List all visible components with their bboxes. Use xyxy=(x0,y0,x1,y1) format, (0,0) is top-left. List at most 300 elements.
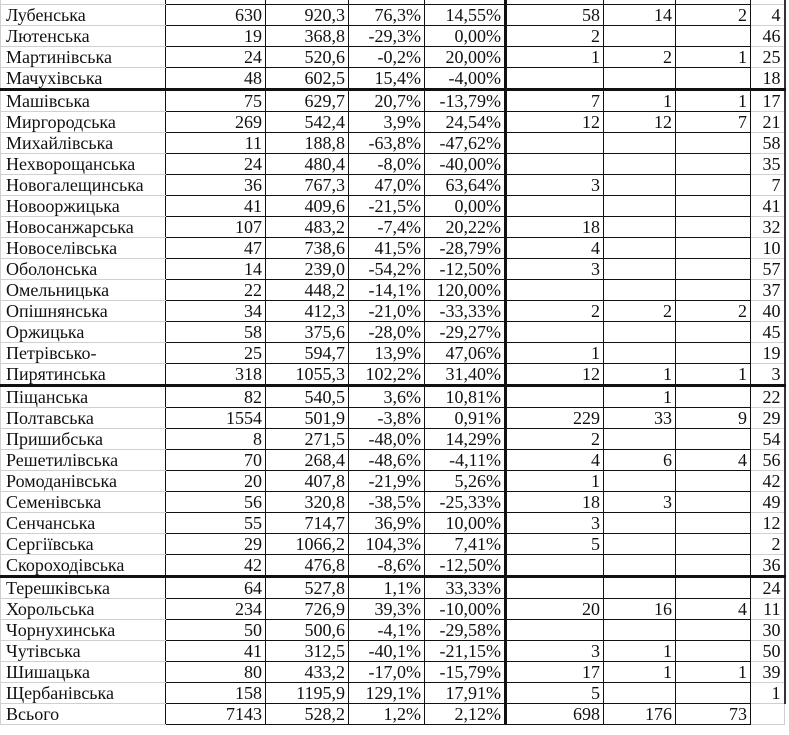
col-b-cell[interactable] xyxy=(604,429,676,450)
rate-cell[interactable]: 320,8 xyxy=(266,492,349,513)
col-a-cell[interactable] xyxy=(506,133,604,154)
deviation-cell[interactable]: 102,2% xyxy=(349,364,425,386)
rank-cell[interactable]: 40 xyxy=(751,301,785,322)
col-a-cell[interactable] xyxy=(506,322,604,343)
col-b-cell[interactable] xyxy=(604,259,676,280)
rank-cell[interactable]: 54 xyxy=(751,429,785,450)
deviation-cell[interactable]: -48,0% xyxy=(349,429,425,450)
col-a-cell[interactable]: 17 xyxy=(506,662,604,683)
deviation-cell[interactable]: -21,0% xyxy=(349,301,425,322)
rank-cell[interactable]: 36 xyxy=(751,555,785,577)
change-cell[interactable]: 63,64% xyxy=(425,175,506,196)
deviation-cell[interactable]: -14,1% xyxy=(349,280,425,301)
col-a-cell[interactable] xyxy=(506,154,604,175)
count-cell[interactable]: 234 xyxy=(166,599,266,620)
col-c-cell[interactable] xyxy=(676,577,751,599)
change-cell[interactable]: 24,54% xyxy=(425,112,506,133)
name-cell[interactable]: Ромоданівська xyxy=(1,471,166,492)
col-a-cell[interactable] xyxy=(506,577,604,599)
col-a-cell[interactable]: 2 xyxy=(506,301,604,322)
col-b-cell[interactable]: 1 xyxy=(604,386,676,408)
rank-cell[interactable]: 35 xyxy=(751,154,785,175)
count-cell[interactable]: 11 xyxy=(166,133,266,154)
rank-cell[interactable]: 41 xyxy=(751,196,785,217)
change-cell[interactable]: 2,12% xyxy=(425,704,506,725)
change-cell[interactable]: -12,50% xyxy=(425,259,506,280)
rank-cell[interactable]: 25 xyxy=(751,47,785,68)
deviation-cell[interactable]: 3,9% xyxy=(349,112,425,133)
col-b-cell[interactable] xyxy=(604,196,676,217)
col-c-cell[interactable] xyxy=(676,322,751,343)
col-c-cell[interactable] xyxy=(676,26,751,47)
count-cell[interactable]: 318 xyxy=(166,364,266,386)
col-a-cell[interactable]: 12 xyxy=(506,364,604,386)
change-cell[interactable]: 10,81% xyxy=(425,386,506,408)
col-b-cell[interactable]: 33 xyxy=(604,408,676,429)
count-cell[interactable]: 14 xyxy=(166,259,266,280)
deviation-cell[interactable]: -63,8% xyxy=(349,133,425,154)
name-cell[interactable]: Оболонська xyxy=(1,259,166,280)
rank-cell[interactable]: 10 xyxy=(751,238,785,259)
rate-cell[interactable]: 738,6 xyxy=(266,238,349,259)
count-cell[interactable]: 7143 xyxy=(166,704,266,725)
name-cell[interactable]: Новооржицька xyxy=(1,196,166,217)
name-cell[interactable]: Шишацька xyxy=(1,662,166,683)
deviation-cell[interactable]: 76,3% xyxy=(349,5,425,26)
count-cell[interactable]: 29 xyxy=(166,534,266,555)
rate-cell[interactable]: 520,6 xyxy=(266,47,349,68)
name-cell[interactable]: Петрівсько- xyxy=(1,343,166,364)
col-b-cell[interactable] xyxy=(604,555,676,577)
rank-cell[interactable]: 50 xyxy=(751,641,785,662)
col-a-cell[interactable] xyxy=(506,555,604,577)
rank-cell[interactable]: 19 xyxy=(751,343,785,364)
rate-cell[interactable]: 271,5 xyxy=(266,429,349,450)
deviation-cell[interactable]: 13,9% xyxy=(349,343,425,364)
rate-cell[interactable]: 528,2 xyxy=(266,704,349,725)
col-b-cell[interactable]: 12 xyxy=(604,112,676,133)
rank-cell[interactable]: 45 xyxy=(751,322,785,343)
change-cell[interactable]: 0,00% xyxy=(425,196,506,217)
rate-cell[interactable]: 594,7 xyxy=(266,343,349,364)
rate-cell[interactable]: 501,9 xyxy=(266,408,349,429)
rate-cell[interactable]: 476,8 xyxy=(266,555,349,577)
col-b-cell[interactable] xyxy=(604,534,676,555)
count-cell[interactable]: 75 xyxy=(166,90,266,112)
rank-cell[interactable]: 49 xyxy=(751,492,785,513)
deviation-cell[interactable]: -8,6% xyxy=(349,555,425,577)
change-cell[interactable]: 20,22% xyxy=(425,217,506,238)
count-cell[interactable]: 107 xyxy=(166,217,266,238)
change-cell[interactable]: 33,33% xyxy=(425,577,506,599)
rate-cell[interactable]: 1195,9 xyxy=(266,683,349,704)
deviation-cell[interactable]: -40,1% xyxy=(349,641,425,662)
col-a-cell[interactable]: 4 xyxy=(506,450,604,471)
rank-cell[interactable]: 7 xyxy=(751,175,785,196)
count-cell[interactable]: 41 xyxy=(166,196,266,217)
rate-cell[interactable]: 268,4 xyxy=(266,450,349,471)
col-b-cell[interactable] xyxy=(604,513,676,534)
change-cell[interactable]: -40,00% xyxy=(425,154,506,175)
rate-cell[interactable]: 767,3 xyxy=(266,175,349,196)
rate-cell[interactable]: 714,7 xyxy=(266,513,349,534)
change-cell[interactable]: -29,58% xyxy=(425,620,506,641)
name-cell[interactable]: Чутівська xyxy=(1,641,166,662)
rank-cell[interactable]: 24 xyxy=(751,577,785,599)
col-b-cell[interactable]: 6 xyxy=(604,450,676,471)
rank-cell[interactable]: 2 xyxy=(751,534,785,555)
rank-cell[interactable]: 56 xyxy=(751,450,785,471)
col-c-cell[interactable]: 73 xyxy=(676,704,751,725)
col-c-cell[interactable]: 1 xyxy=(676,662,751,683)
change-cell[interactable]: -4,00% xyxy=(425,68,506,90)
deviation-cell[interactable]: 104,3% xyxy=(349,534,425,555)
count-cell[interactable]: 70 xyxy=(166,450,266,471)
col-c-cell[interactable] xyxy=(676,513,751,534)
change-cell[interactable]: -4,11% xyxy=(425,450,506,471)
name-cell[interactable]: Терешківська xyxy=(1,577,166,599)
rate-cell[interactable]: 448,2 xyxy=(266,280,349,301)
col-a-cell[interactable]: 5 xyxy=(506,683,604,704)
rank-cell[interactable]: 39 xyxy=(751,662,785,683)
col-b-cell[interactable]: 1 xyxy=(604,90,676,112)
rate-cell[interactable]: 527,8 xyxy=(266,577,349,599)
col-b-cell[interactable]: 1 xyxy=(604,662,676,683)
deviation-cell[interactable]: -4,1% xyxy=(349,620,425,641)
count-cell[interactable]: 58 xyxy=(166,322,266,343)
name-cell[interactable]: Сергіївська xyxy=(1,534,166,555)
count-cell[interactable]: 22 xyxy=(166,280,266,301)
count-cell[interactable]: 8 xyxy=(166,429,266,450)
col-c-cell[interactable]: 1 xyxy=(676,47,751,68)
rank-cell[interactable]: 11 xyxy=(751,599,785,620)
deviation-cell[interactable]: 41,5% xyxy=(349,238,425,259)
name-cell[interactable]: Скороходівська xyxy=(1,555,166,577)
col-b-cell[interactable]: 14 xyxy=(604,5,676,26)
rank-cell[interactable]: 12 xyxy=(751,513,785,534)
deviation-cell[interactable]: 36,9% xyxy=(349,513,425,534)
col-c-cell[interactable] xyxy=(676,217,751,238)
col-a-cell[interactable]: 698 xyxy=(506,704,604,725)
col-c-cell[interactable] xyxy=(676,154,751,175)
col-c-cell[interactable] xyxy=(676,196,751,217)
col-b-cell[interactable]: 2 xyxy=(604,47,676,68)
rate-cell[interactable]: 920,3 xyxy=(266,5,349,26)
deviation-cell[interactable]: -28,0% xyxy=(349,322,425,343)
name-cell[interactable]: Всього xyxy=(1,704,166,725)
deviation-cell[interactable]: 39,3% xyxy=(349,599,425,620)
rate-cell[interactable]: 433,2 xyxy=(266,662,349,683)
rank-cell[interactable]: 3 xyxy=(751,364,785,386)
count-cell[interactable]: 80 xyxy=(166,662,266,683)
col-a-cell[interactable]: 1 xyxy=(506,471,604,492)
deviation-cell[interactable]: -21,9% xyxy=(349,471,425,492)
name-cell[interactable]: Пирятинська xyxy=(1,364,166,386)
count-cell[interactable]: 55 xyxy=(166,513,266,534)
deviation-cell[interactable]: -21,5% xyxy=(349,196,425,217)
rank-cell[interactable]: 32 xyxy=(751,217,785,238)
col-b-cell[interactable] xyxy=(604,238,676,259)
rate-cell[interactable]: 480,4 xyxy=(266,154,349,175)
rate-cell[interactable]: 726,9 xyxy=(266,599,349,620)
rate-cell[interactable]: 368,8 xyxy=(266,26,349,47)
change-cell[interactable]: 0,00% xyxy=(425,26,506,47)
name-cell[interactable]: Сенчанська xyxy=(1,513,166,534)
col-b-cell[interactable] xyxy=(604,217,676,238)
col-b-cell[interactable] xyxy=(604,280,676,301)
change-cell[interactable]: -12,50% xyxy=(425,555,506,577)
deviation-cell[interactable]: -0,2% xyxy=(349,47,425,68)
col-c-cell[interactable] xyxy=(676,133,751,154)
name-cell[interactable]: Мартинівська xyxy=(1,47,166,68)
change-cell[interactable]: -28,79% xyxy=(425,238,506,259)
change-cell[interactable]: 17,91% xyxy=(425,683,506,704)
rate-cell[interactable]: 412,3 xyxy=(266,301,349,322)
col-a-cell[interactable]: 7 xyxy=(506,90,604,112)
name-cell[interactable]: Новогалещинська xyxy=(1,175,166,196)
rate-cell[interactable]: 407,8 xyxy=(266,471,349,492)
rank-cell[interactable]: 22 xyxy=(751,386,785,408)
name-cell[interactable]: Семенівська xyxy=(1,492,166,513)
col-b-cell[interactable] xyxy=(604,154,676,175)
rate-cell[interactable]: 1066,2 xyxy=(266,534,349,555)
col-c-cell[interactable] xyxy=(676,641,751,662)
deviation-cell[interactable]: -17,0% xyxy=(349,662,425,683)
change-cell[interactable]: 20,00% xyxy=(425,47,506,68)
col-a-cell[interactable]: 58 xyxy=(506,5,604,26)
count-cell[interactable]: 47 xyxy=(166,238,266,259)
rate-cell[interactable]: 375,6 xyxy=(266,322,349,343)
col-a-cell[interactable]: 229 xyxy=(506,408,604,429)
change-cell[interactable]: -25,33% xyxy=(425,492,506,513)
change-cell[interactable]: -10,00% xyxy=(425,599,506,620)
col-a-cell[interactable]: 2 xyxy=(506,429,604,450)
rank-cell[interactable]: 17 xyxy=(751,90,785,112)
col-b-cell[interactable]: 3 xyxy=(604,492,676,513)
col-c-cell[interactable]: 9 xyxy=(676,408,751,429)
col-c-cell[interactable]: 7 xyxy=(676,112,751,133)
col-c-cell[interactable]: 4 xyxy=(676,599,751,620)
rate-cell[interactable]: 500,6 xyxy=(266,620,349,641)
col-b-cell[interactable]: 2 xyxy=(604,301,676,322)
col-c-cell[interactable] xyxy=(676,471,751,492)
count-cell[interactable]: 42 xyxy=(166,555,266,577)
col-b-cell[interactable] xyxy=(604,577,676,599)
change-cell[interactable]: -21,15% xyxy=(425,641,506,662)
rate-cell[interactable]: 483,2 xyxy=(266,217,349,238)
rank-cell[interactable]: 46 xyxy=(751,26,785,47)
count-cell[interactable]: 64 xyxy=(166,577,266,599)
name-cell[interactable]: Нехворощанська xyxy=(1,154,166,175)
col-a-cell[interactable]: 20 xyxy=(506,599,604,620)
col-c-cell[interactable] xyxy=(676,280,751,301)
rate-cell[interactable]: 540,5 xyxy=(266,386,349,408)
deviation-cell[interactable]: 3,6% xyxy=(349,386,425,408)
col-b-cell[interactable] xyxy=(604,133,676,154)
name-cell[interactable]: Піщанська xyxy=(1,386,166,408)
change-cell[interactable]: 14,55% xyxy=(425,5,506,26)
change-cell[interactable]: 120,00% xyxy=(425,280,506,301)
deviation-cell[interactable]: -54,2% xyxy=(349,259,425,280)
rank-cell[interactable]: 58 xyxy=(751,133,785,154)
deviation-cell[interactable]: 47,0% xyxy=(349,175,425,196)
col-c-cell[interactable] xyxy=(676,259,751,280)
count-cell[interactable]: 56 xyxy=(166,492,266,513)
col-b-cell[interactable]: 1 xyxy=(604,641,676,662)
col-a-cell[interactable]: 3 xyxy=(506,641,604,662)
deviation-cell[interactable]: 20,7% xyxy=(349,90,425,112)
col-a-cell[interactable]: 12 xyxy=(506,112,604,133)
col-c-cell[interactable] xyxy=(676,555,751,577)
col-a-cell[interactable]: 18 xyxy=(506,217,604,238)
rank-cell[interactable] xyxy=(751,704,785,725)
col-c-cell[interactable] xyxy=(676,386,751,408)
name-cell[interactable]: Щербанівська xyxy=(1,683,166,704)
col-c-cell[interactable]: 2 xyxy=(676,301,751,322)
change-cell[interactable]: 7,41% xyxy=(425,534,506,555)
name-cell[interactable]: Мачухівська xyxy=(1,68,166,90)
col-c-cell[interactable] xyxy=(676,175,751,196)
col-c-cell[interactable] xyxy=(676,620,751,641)
col-c-cell[interactable]: 1 xyxy=(676,90,751,112)
rank-cell[interactable]: 29 xyxy=(751,408,785,429)
count-cell[interactable]: 24 xyxy=(166,47,266,68)
change-cell[interactable]: -13,79% xyxy=(425,90,506,112)
col-b-cell[interactable] xyxy=(604,322,676,343)
rate-cell[interactable]: 1055,3 xyxy=(266,364,349,386)
change-cell[interactable]: 5,26% xyxy=(425,471,506,492)
deviation-cell[interactable]: -29,3% xyxy=(349,26,425,47)
col-a-cell[interactable]: 1 xyxy=(506,343,604,364)
deviation-cell[interactable]: -38,5% xyxy=(349,492,425,513)
deviation-cell[interactable]: -3,8% xyxy=(349,408,425,429)
rate-cell[interactable]: 239,0 xyxy=(266,259,349,280)
col-b-cell[interactable] xyxy=(604,26,676,47)
rank-cell[interactable]: 42 xyxy=(751,471,785,492)
name-cell[interactable]: Решетилівська xyxy=(1,450,166,471)
change-cell[interactable]: 31,40% xyxy=(425,364,506,386)
count-cell[interactable]: 34 xyxy=(166,301,266,322)
rate-cell[interactable]: 602,5 xyxy=(266,68,349,90)
name-cell[interactable]: Пришибська xyxy=(1,429,166,450)
deviation-cell[interactable]: -8,0% xyxy=(349,154,425,175)
deviation-cell[interactable]: 129,1% xyxy=(349,683,425,704)
col-c-cell[interactable] xyxy=(676,238,751,259)
change-cell[interactable]: -33,33% xyxy=(425,301,506,322)
col-c-cell[interactable] xyxy=(676,534,751,555)
count-cell[interactable]: 41 xyxy=(166,641,266,662)
name-cell[interactable]: Миргородська xyxy=(1,112,166,133)
name-cell[interactable]: Лубенська xyxy=(1,5,166,26)
col-a-cell[interactable]: 2 xyxy=(506,26,604,47)
col-c-cell[interactable]: 4 xyxy=(676,450,751,471)
rate-cell[interactable]: 409,6 xyxy=(266,196,349,217)
col-b-cell[interactable] xyxy=(604,343,676,364)
col-b-cell[interactable] xyxy=(604,175,676,196)
deviation-cell[interactable]: -7,4% xyxy=(349,217,425,238)
count-cell[interactable]: 82 xyxy=(166,386,266,408)
name-cell[interactable]: Хорольська xyxy=(1,599,166,620)
count-cell[interactable]: 24 xyxy=(166,154,266,175)
rank-cell[interactable]: 30 xyxy=(751,620,785,641)
col-a-cell[interactable] xyxy=(506,620,604,641)
name-cell[interactable]: Машівська xyxy=(1,90,166,112)
col-a-cell[interactable]: 3 xyxy=(506,175,604,196)
rank-cell[interactable]: 21 xyxy=(751,112,785,133)
count-cell[interactable]: 158 xyxy=(166,683,266,704)
col-b-cell[interactable]: 176 xyxy=(604,704,676,725)
deviation-cell[interactable]: 15,4% xyxy=(349,68,425,90)
col-a-cell[interactable] xyxy=(506,68,604,90)
rank-cell[interactable]: 1 xyxy=(751,683,785,704)
col-c-cell[interactable] xyxy=(676,429,751,450)
col-b-cell[interactable] xyxy=(604,620,676,641)
name-cell[interactable]: Чорнухинська xyxy=(1,620,166,641)
name-cell[interactable]: Михайлівська xyxy=(1,133,166,154)
col-b-cell[interactable] xyxy=(604,683,676,704)
col-b-cell[interactable] xyxy=(604,471,676,492)
col-c-cell[interactable] xyxy=(676,683,751,704)
count-cell[interactable]: 269 xyxy=(166,112,266,133)
rank-cell[interactable]: 37 xyxy=(751,280,785,301)
col-a-cell[interactable] xyxy=(506,196,604,217)
col-a-cell[interactable]: 4 xyxy=(506,238,604,259)
name-cell[interactable]: Омельницька xyxy=(1,280,166,301)
count-cell[interactable]: 1554 xyxy=(166,408,266,429)
deviation-cell[interactable]: -48,6% xyxy=(349,450,425,471)
count-cell[interactable]: 48 xyxy=(166,68,266,90)
change-cell[interactable]: 14,29% xyxy=(425,429,506,450)
name-cell[interactable]: Новоселівська xyxy=(1,238,166,259)
rate-cell[interactable]: 312,5 xyxy=(266,641,349,662)
rate-cell[interactable]: 629,7 xyxy=(266,90,349,112)
rate-cell[interactable]: 188,8 xyxy=(266,133,349,154)
deviation-cell[interactable]: 1,2% xyxy=(349,704,425,725)
name-cell[interactable]: Полтавська xyxy=(1,408,166,429)
col-a-cell[interactable] xyxy=(506,280,604,301)
count-cell[interactable]: 19 xyxy=(166,26,266,47)
col-c-cell[interactable] xyxy=(676,492,751,513)
change-cell[interactable]: -29,27% xyxy=(425,322,506,343)
col-b-cell[interactable] xyxy=(604,68,676,90)
col-a-cell[interactable]: 3 xyxy=(506,513,604,534)
name-cell[interactable]: Оржицька xyxy=(1,322,166,343)
rate-cell[interactable]: 542,4 xyxy=(266,112,349,133)
name-cell[interactable]: Опішнянська xyxy=(1,301,166,322)
name-cell[interactable]: Новосанжарська xyxy=(1,217,166,238)
change-cell[interactable]: 10,00% xyxy=(425,513,506,534)
count-cell[interactable]: 25 xyxy=(166,343,266,364)
col-c-cell[interactable] xyxy=(676,343,751,364)
col-a-cell[interactable] xyxy=(506,386,604,408)
name-cell[interactable]: Лютенська xyxy=(1,26,166,47)
col-b-cell[interactable]: 16 xyxy=(604,599,676,620)
col-c-cell[interactable]: 1 xyxy=(676,364,751,386)
col-a-cell[interactable]: 3 xyxy=(506,259,604,280)
rank-cell[interactable]: 57 xyxy=(751,259,785,280)
count-cell[interactable]: 20 xyxy=(166,471,266,492)
col-a-cell[interactable]: 1 xyxy=(506,47,604,68)
col-c-cell[interactable]: 2 xyxy=(676,5,751,26)
col-a-cell[interactable]: 18 xyxy=(506,492,604,513)
rank-cell[interactable]: 4 xyxy=(751,5,785,26)
col-c-cell[interactable] xyxy=(676,68,751,90)
col-b-cell[interactable]: 1 xyxy=(604,364,676,386)
count-cell[interactable]: 50 xyxy=(166,620,266,641)
count-cell[interactable]: 36 xyxy=(166,175,266,196)
change-cell[interactable]: -15,79% xyxy=(425,662,506,683)
count-cell[interactable]: 630 xyxy=(166,5,266,26)
